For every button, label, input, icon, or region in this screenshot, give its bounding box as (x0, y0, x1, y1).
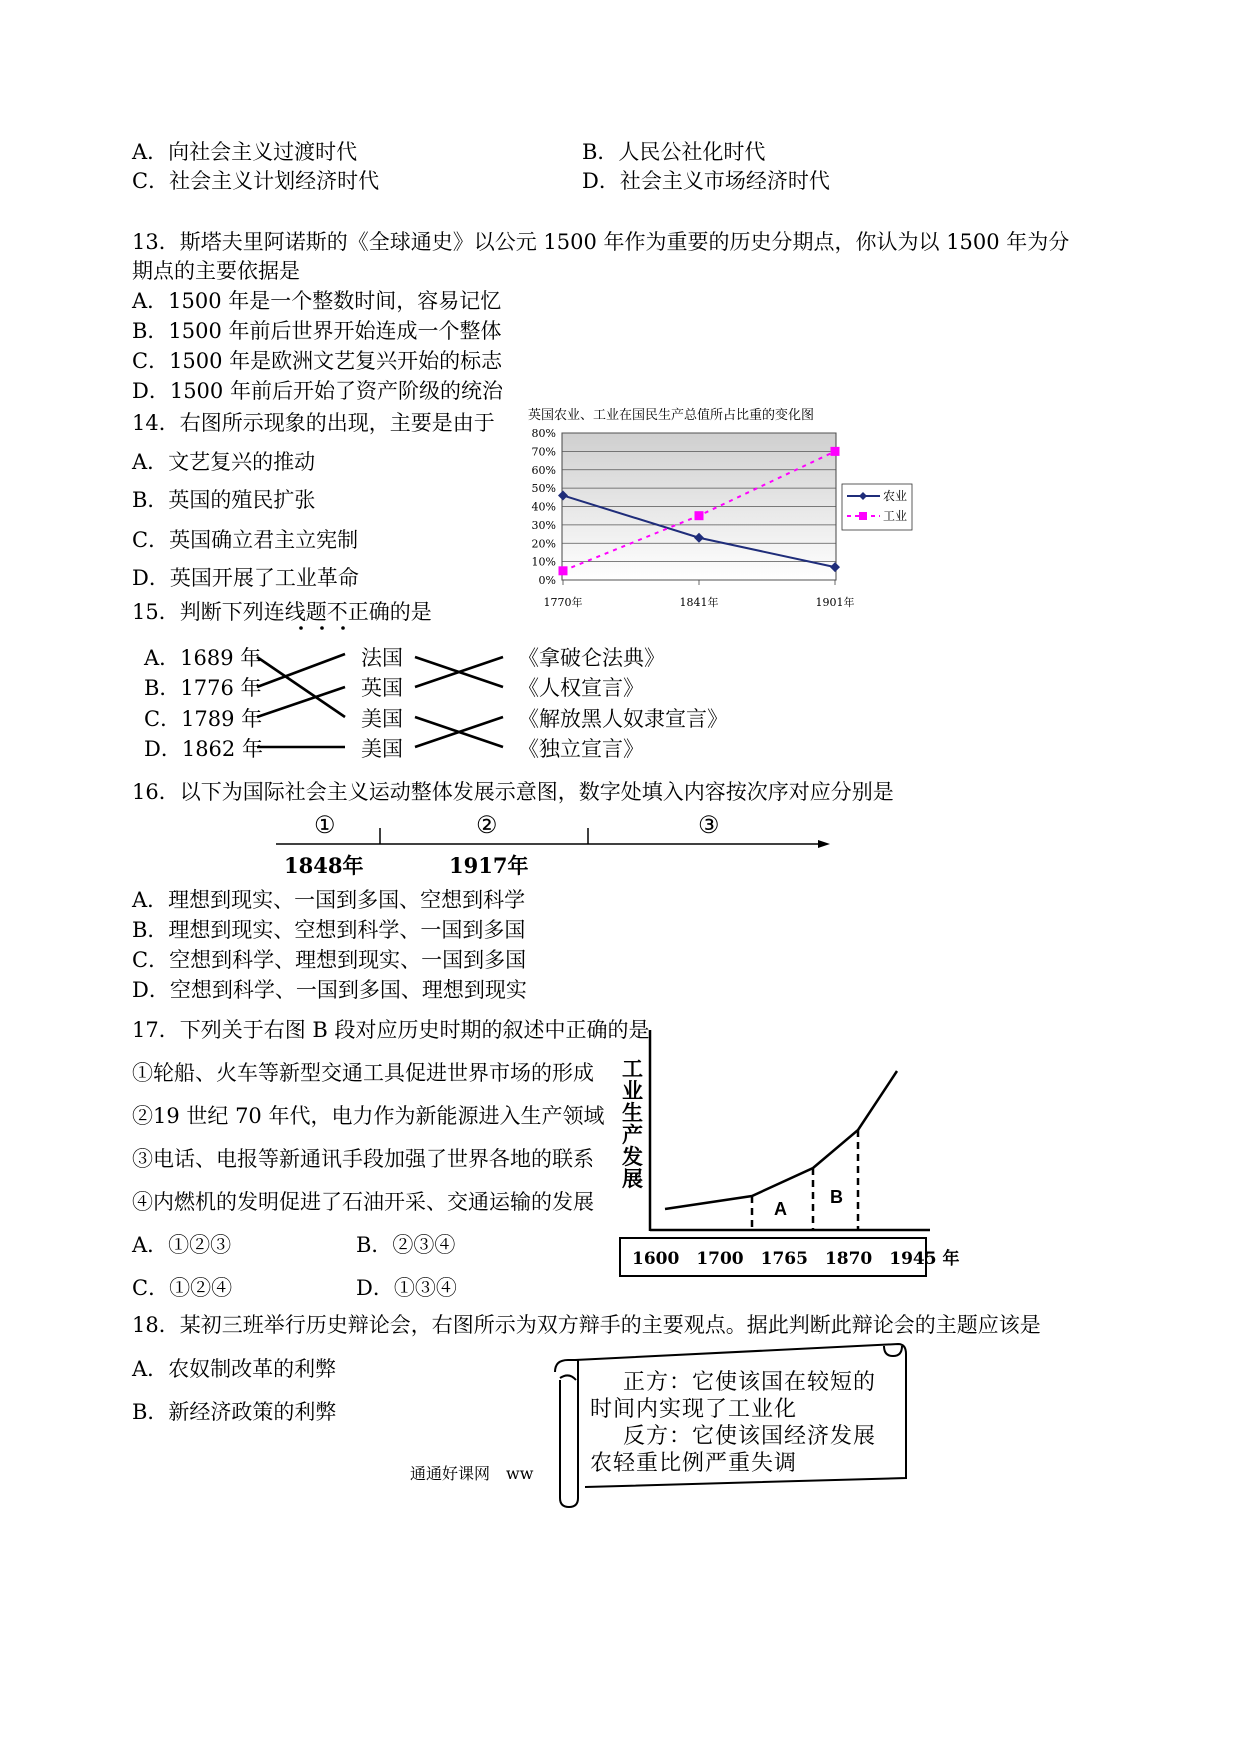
page-footer: 通通好课网 ww (410, 1464, 534, 1483)
y-tick-label: 80% (531, 427, 556, 440)
q18-option-a: A．农奴制改革的利弊 (132, 1357, 337, 1381)
legend-label: 农业 (883, 489, 908, 503)
q13-option-c: C．1500 年是欧洲文艺复兴开始的标志 (132, 349, 503, 373)
scroll-line-3: 反方：它使该国经济发展 (623, 1424, 877, 1449)
q16-option-b: B．理想到现实、空想到科学、一国到多国 (132, 918, 526, 942)
q17-segment-b: B (830, 1187, 843, 1207)
q16-stage-3: ③ (698, 811, 720, 839)
y-tick-label: 0% (538, 574, 556, 587)
q18-stem: 18．某初三班举行历史辩论会，右图所示为双方辩手的主要观点。据此判断此辩论会的主题应该是 (132, 1313, 1041, 1337)
x-tick-label: 1841年 (679, 596, 719, 609)
q17-statement-3: ③电话、电报等新通讯手段加强了世界各地的联系 (132, 1147, 594, 1171)
q17-graph-ylabel: 工业生产发展 (622, 1057, 643, 1191)
q17-option-a: A．①②③ (132, 1233, 232, 1257)
q13-option-b: B．1500 年前后世界开始连成一个整体 (132, 319, 502, 343)
q13-stem-line1: 13．斯塔夫里阿诺斯的《全球通史》以公元 1500 年作为重要的历史分期点，你认为以 1500 年为分 (132, 230, 1070, 254)
q17-graph-xlabel: 1600 1700 1765 1870 1945 年 (632, 1249, 960, 1269)
q15-document-1: 《拿破仑法典》 (518, 646, 665, 670)
y-tick-label: 10% (531, 555, 556, 569)
q13-option-a: A．1500 年是一个整数时间，容易记忆 (132, 289, 502, 313)
q14-option-d: D．英国开展了工业革命 (132, 566, 359, 590)
q15-country-4: 美国 (361, 737, 403, 761)
x-tick-label: 1770年 (543, 596, 583, 609)
q16-year-1917: 1917年 (449, 853, 529, 878)
y-tick-label: 60% (531, 463, 556, 477)
q15-document-2: 《人权宣言》 (518, 676, 644, 700)
q14-option-b: B．英国的殖民扩张 (132, 488, 316, 512)
q16-year-1848: 1848年 (284, 853, 364, 878)
q15-stem: 15．判断下列连线题不正确的是 (132, 600, 432, 624)
q15-country-3: 美国 (361, 707, 403, 731)
q17-statement-2: ②19 世纪 70 年代，电力作为新能源进入生产领域 (132, 1104, 605, 1128)
q16-stage-1: ① (314, 811, 336, 839)
q17-statement-4: ④内燃机的发明促进了石油开采、交通运输的发展 (132, 1190, 594, 1214)
y-tick-label: 70% (531, 445, 556, 459)
q12-option-c: C．社会主义计划经济时代 (132, 169, 380, 193)
q12-option-a: A．向社会主义过渡时代 (132, 140, 358, 164)
q15-year-a: A．1689 年 (144, 646, 262, 670)
y-tick-label: 20% (531, 537, 556, 551)
q17-option-c: C．①②④ (132, 1276, 233, 1300)
q18-option-b: B．新经济政策的利弊 (132, 1400, 337, 1424)
q15-country-2: 英国 (361, 676, 403, 700)
q15-year-d: D．1862 年 (144, 737, 263, 761)
q13-option-d: D．1500 年前后开始了资产阶级的统治 (132, 379, 503, 403)
scroll-line-2: 时间内实现了工业化 (590, 1397, 798, 1422)
x-tick-label: 1901年 (815, 596, 855, 609)
q16-stem: 16．以下为国际社会主义运动整体发展示意图，数字处填入内容按次序对应分别是 (132, 780, 894, 804)
scroll-line-1: 正方：它使该国在较短的 (623, 1370, 877, 1395)
y-tick-label: 30% (531, 518, 556, 532)
q15-document-4: 《独立宣言》 (518, 737, 644, 761)
q13-stem-line2: 期点的主要依据是 (132, 259, 300, 283)
chart-title: 英国农业、工业在国民生产总值所占比重的变化图 (528, 408, 815, 423)
q14-stem: 14．右图所示现象的出现，主要是由于 (132, 411, 495, 435)
scroll-line-4: 农轻重比例严重失调 (590, 1451, 798, 1476)
y-tick-label: 50% (531, 482, 556, 496)
q17-option-b: B．②③④ (356, 1233, 456, 1257)
q12-option-b: B．人民公社化时代 (582, 140, 766, 164)
q14-option-a: A．文艺复兴的推动 (132, 450, 316, 474)
q16-option-d: D．空想到科学、一国到多国、理想到现实 (132, 978, 527, 1002)
q17-segment-a: A (774, 1199, 787, 1219)
q15-document-3: 《解放黑人奴隶宣言》 (518, 707, 728, 731)
q12-option-d: D．社会主义市场经济时代 (582, 169, 830, 193)
q14-option-c: C．英国确立君主立宪制 (132, 528, 359, 552)
q16-option-a: A．理想到现实、一国到多国、空想到科学 (132, 888, 526, 912)
q15-year-c: C．1789 年 (144, 707, 263, 731)
q16-option-c: C．空想到科学、理想到现实、一国到多国 (132, 948, 527, 972)
y-tick-label: 40% (531, 500, 556, 514)
q17-statement-1: ①轮船、火车等新型交通工具促进世界市场的形成 (132, 1061, 594, 1085)
q17-option-d: D．①③④ (356, 1276, 457, 1300)
q15-country-1: 法国 (361, 646, 403, 670)
q16-stage-2: ② (476, 811, 498, 839)
q17-stem: 17．下列关于右图 B 段对应历史时期的叙述中正确的是 (132, 1018, 650, 1042)
legend-label: 工业 (883, 509, 908, 523)
q15-year-b: B．1776 年 (144, 676, 262, 700)
